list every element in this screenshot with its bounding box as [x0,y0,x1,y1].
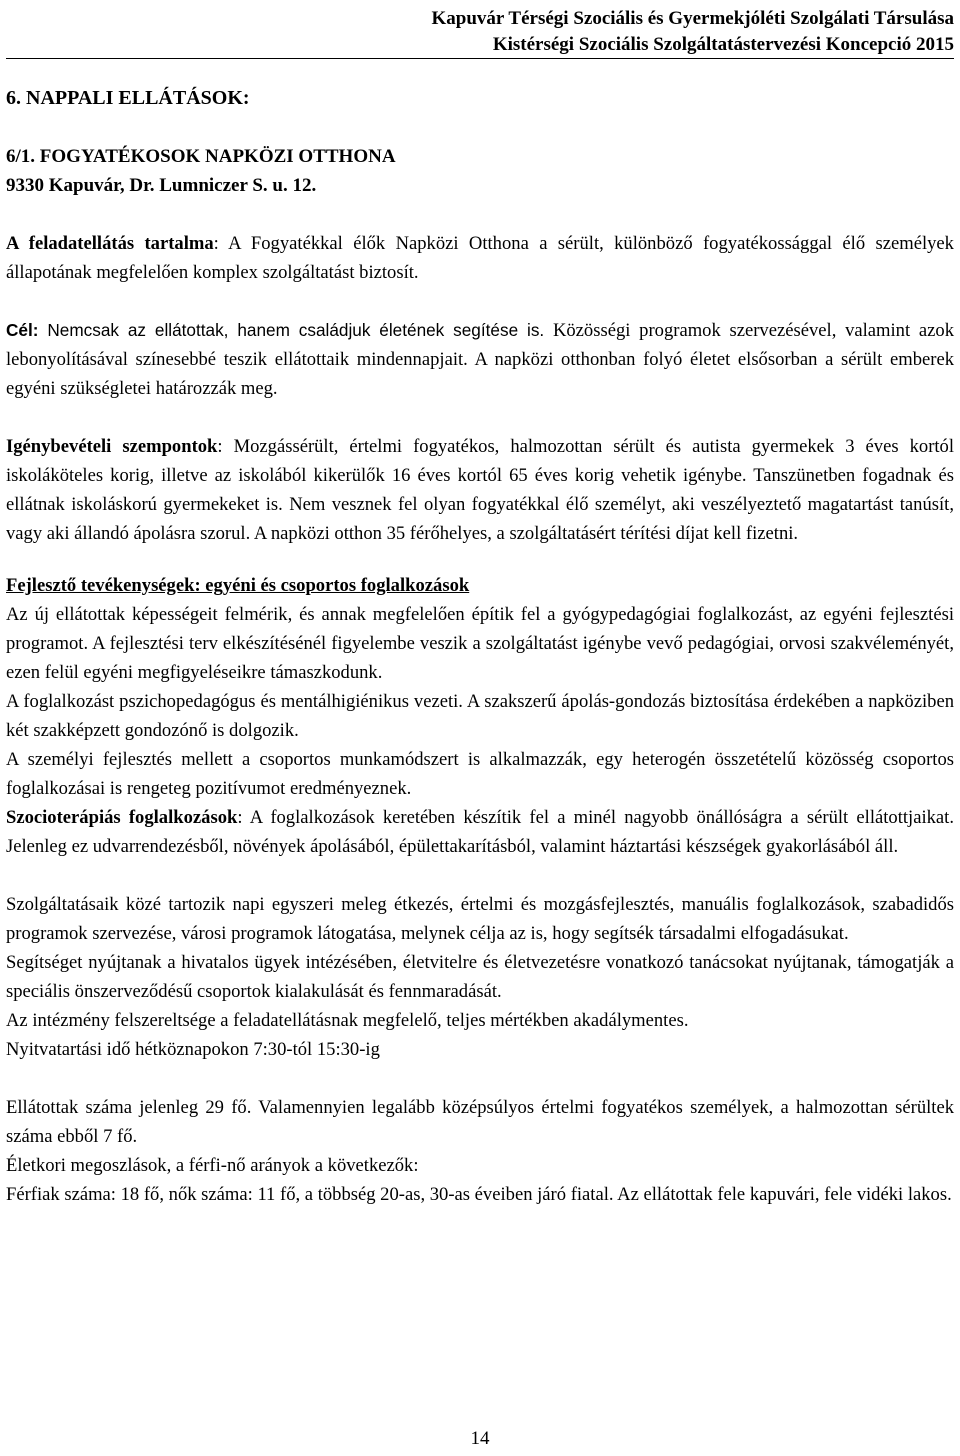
fejleszto-paragraph-1: Az új ellátottak képességeit felmérik, és annak megfelelően építik fel a gyógypedagógiai foglalkozást, az egyéni fejlesztési programot. A fejlesztési terv elkészítésénél figyelembe veszik a szolgáltatást igénybe vevő pedagógiai, orvosi szakvéleményét, ezen felül egyéni megfigyeléseikre támaszkodunk. [6,604,954,683]
szolgaltatasai-paragraph-3: Az intézmény felszereltsége a feladatellátásnak megfelelő, teljes mértékben akadálymentes. [6,1010,689,1031]
document-page [6,0,954,1456]
feladat-label: A feladatellátás tartalma [6,233,214,254]
cel-text: Nemcsak az ellátottak, hanem családjuk életének segítése is. [38,320,545,340]
subsection-title: 6/1. FOGYATÉKOSOK NAPKÖZI OTTHONA [6,146,396,167]
section-title: 6. NAPPALI ELLÁTÁSOK: [6,87,250,109]
cel-text-2: Közösségi programok szervezésével, valamint azok lebonyolításával színesebbé teszik ellátottaik mindennapjait. A napközi otthonban folyó életet elsősorban a sérült emberek egyéni szükségletei határozzák meg. [6,320,954,399]
feladat-text: : A Fogyatékkal élők Napközi Otthona a sérült, különböző fogyatékossággal élő személyek állapotának megfelelően komplex szolgáltatást biztosít. [6,233,954,283]
fejleszto-paragraph-2: A foglalkozást pszichopedagógus és mentálhigiénikus vezeti. A szakszerű ápolás-gondozás biztosítása érdekében a napköziben két szakképzett gondozónő is dolgozik. [6,691,954,741]
ellatottak-paragraph-3: Férfiak száma: 18 fő, nők száma: 11 fő, a többség 20-as, 30-as éveiben járó fiatal. Az ellátottak fele kapuvári, fele vidéki lakos. [6,1184,952,1205]
igenybeveteli-paragraph [6,432,954,548]
header-rule [6,58,954,59]
fejleszto-paragraph-3: A személyi fejlesztés mellett a csoportos munkamódszert is alkalmazzák, egy heterogén összetételű közösség csoportos foglalkozásai is rengeteg pozitívumot eredményeznek. [6,749,954,799]
ellatottak-paragraph-1: Ellátottak száma jelenleg 29 fő. Valamennyien legalább középsúlyos értelmi fogyatékos személyek, a halmozottan sérültek száma ebből 7 fő. [6,1097,954,1147]
cel-paragraph [6,316,954,403]
szocioterapias-text: : A foglalkozások keretében készítik fel a minél nagyobb önállóságra a sérült ellátottjaikat. Jelenleg ez udvarrendezésből, növények ápolásából, épülettakarításból, valamint háztartási készségek gyakorlásából áll. [6,807,954,857]
igenybeveteli-text: : Mozgássérült, értelmi fogyatékos, halmozottan sérült és autista gyermekek 3 éves kortól iskoláköteles korig, illetve az iskolából kikerülők 16 éves kortól 65 éves korig vehetik igénybe. Tanszünetben fogadnak és ellátnak iskoláskorú gyermekeket is. Nem vesznek fel olyan fogyatékkal élő személyt, aki veszélyeztető magatartást tanúsít, vagy aki állandó ápolásra szorul. A napközi otthon 35 férőhelyes, a szolgáltatásért térítési díjat kell fizetni. [6,436,955,544]
document-body [6,84,954,1209]
nyitvatartas: Nyitvatartási idő hétköznapokon 7:30-tól 15:30-ig [6,1039,380,1060]
page-number: 14 [470,1428,490,1449]
szocioterapias-label: Szocioterápiás foglalkozások [6,807,238,828]
feladat-paragraph [6,229,954,287]
cel-label: Cél: [6,320,39,340]
ellatottak-paragraph-2: Életkori megoszlások, a férfi-nő arányok a következők: [6,1155,419,1176]
igenybeveteli-label: Igénybevételi szempontok [6,436,218,457]
szocioterapias-paragraph [6,803,954,861]
subsection-address: 9330 Kapuvár, Dr. Lumniczer S. u. 12. [6,175,317,196]
szolgaltatasai-paragraph-1: Szolgáltatásaik közé tartozik napi egyszeri meleg étkezés, értelmi és mozgásfejlesztés, manuális foglalkozások, szabadidős programok szervezése, városi programok látogatása, melynek célja az is, hogy segítsék társadalmi elfogadásukat. [6,894,954,944]
header-line-1: Kapuvár Térségi Szociális és Gyermekjóléti Szolgálati Társulása [431,8,954,29]
fejleszto-heading: Fejlesztő tevékenységek: egyéni és csoportos foglalkozások [6,575,470,596]
szolgaltatasai-paragraph-2: Segítséget nyújtanak a hivatalos ügyek intézésében, életvitelre és életvezetésre vonatkozó tanácsokat nyújtanak, támogatják a speciális önszerveződésű csoportok kialakulását és fennmaradását. [6,952,954,1002]
page-header [314,6,954,58]
header-line-2: Kistérségi Szociális Szolgáltatástervezési Koncepció 2015 [492,34,954,55]
